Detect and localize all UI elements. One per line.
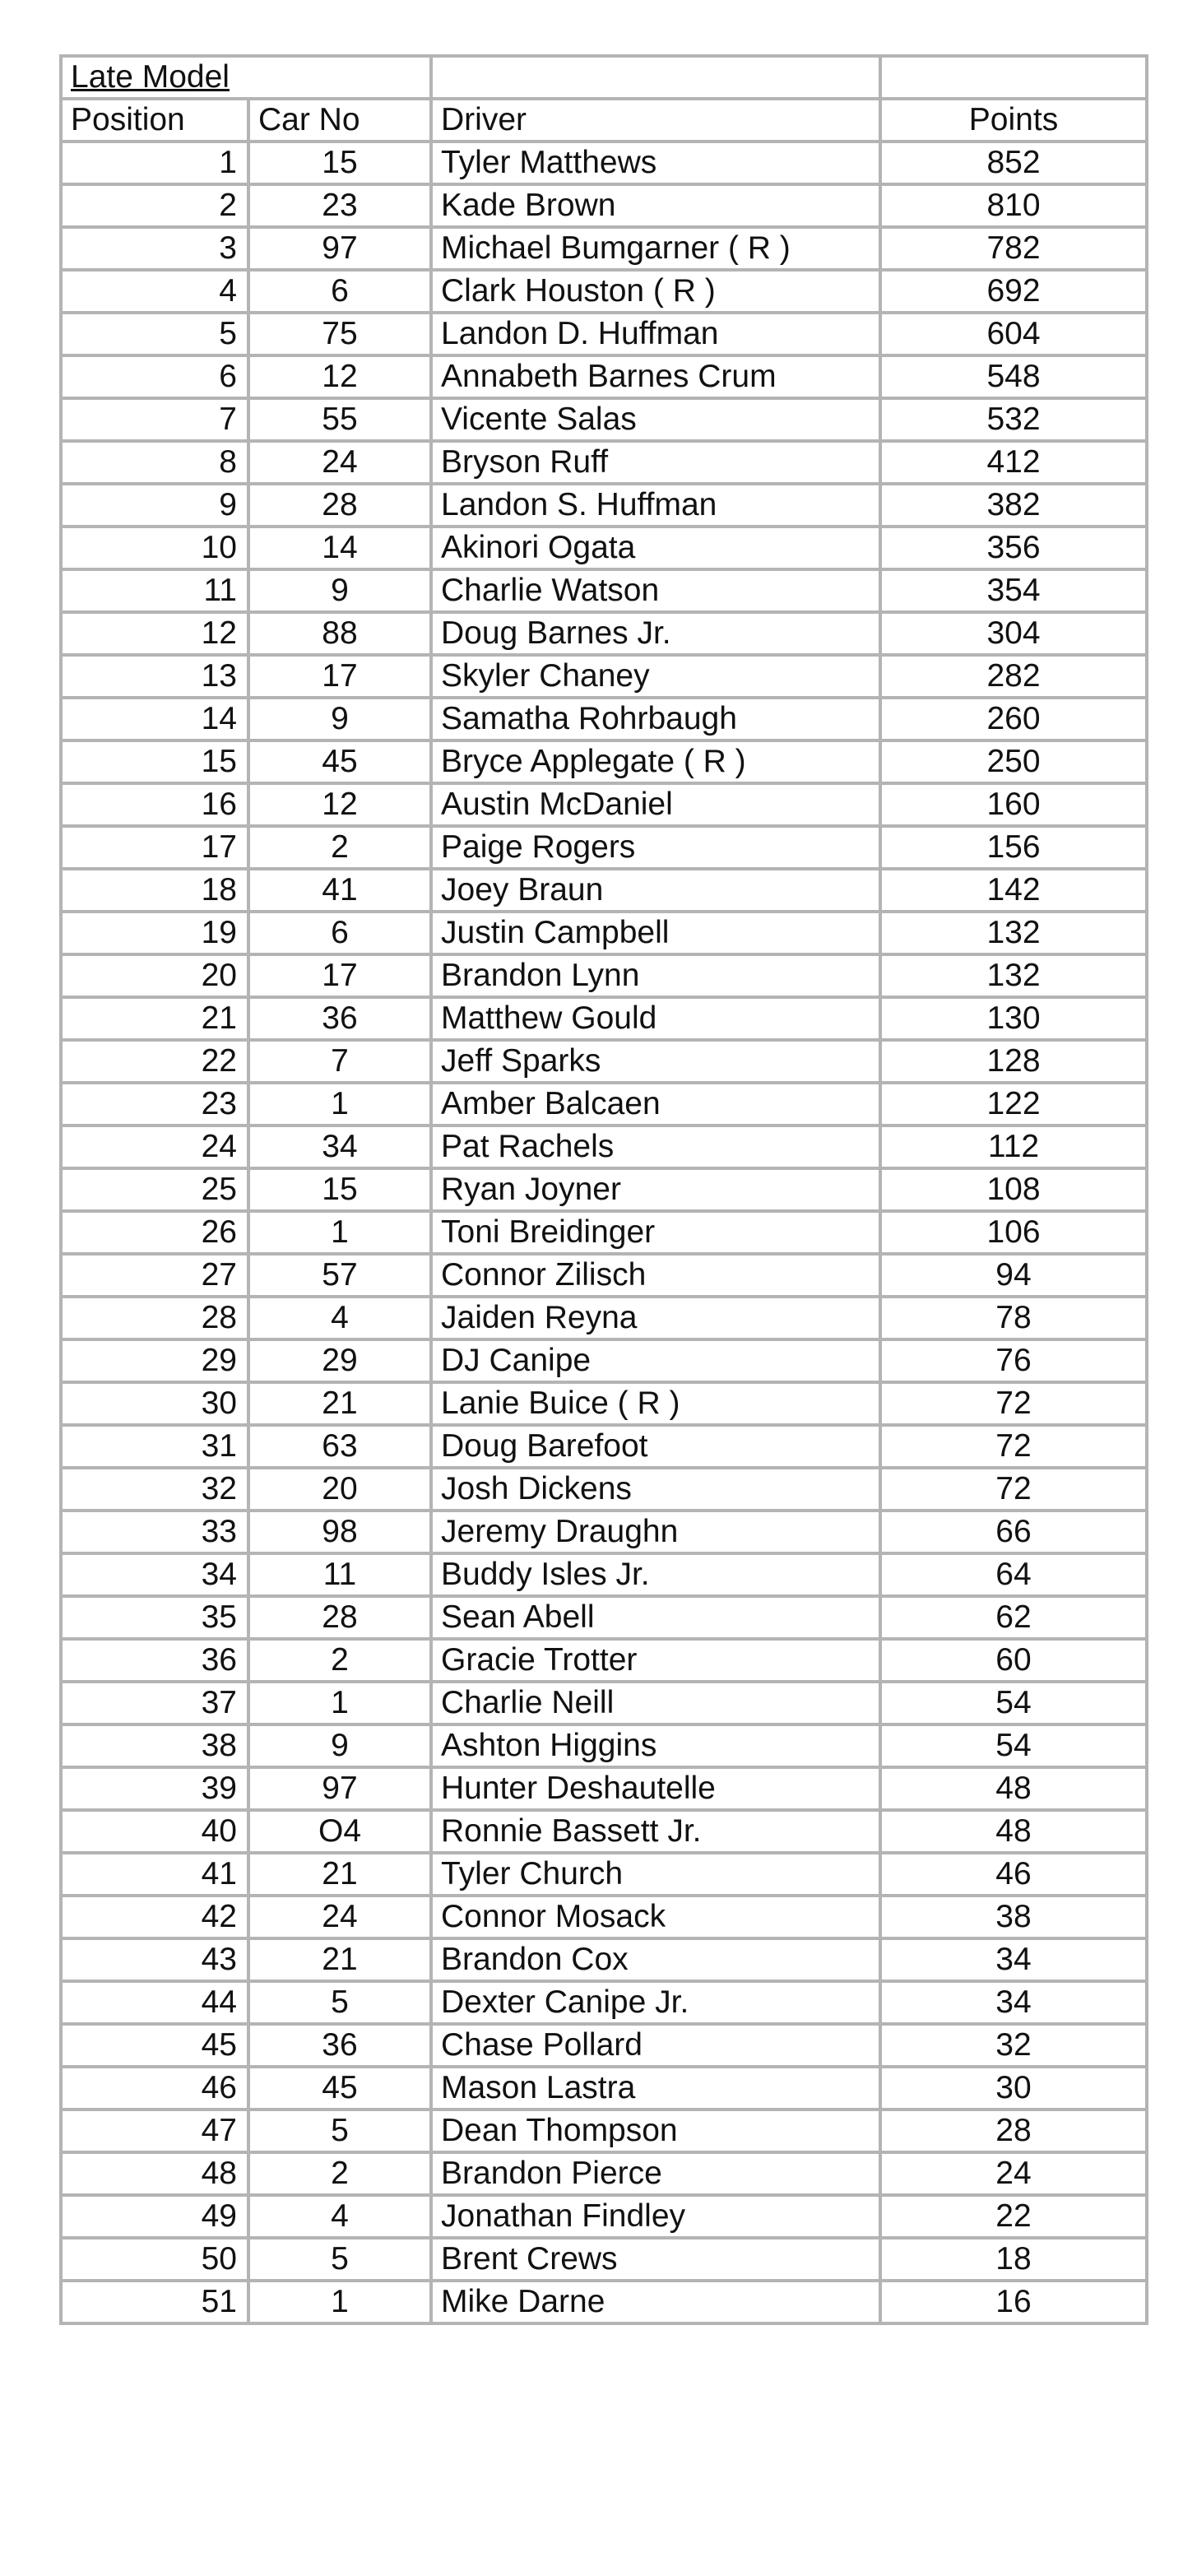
table-row xyxy=(61,569,1147,612)
car-no-cell: 23 xyxy=(248,184,431,227)
points-cell: 250 xyxy=(880,740,1147,783)
driver-cell: Ashton Higgins xyxy=(431,1724,880,1767)
car-no-cell: 1 xyxy=(248,1211,431,1254)
position-cell: 4 xyxy=(61,270,248,313)
table-row xyxy=(61,740,1147,783)
position-cell: 35 xyxy=(61,1596,248,1639)
car-no-cell: 7 xyxy=(248,1040,431,1083)
table-row xyxy=(61,2152,1147,2195)
position-cell: 16 xyxy=(61,783,248,826)
table-row xyxy=(61,313,1147,355)
position-cell: 14 xyxy=(61,698,248,740)
table-row xyxy=(61,783,1147,826)
points-cell: 60 xyxy=(880,1639,1147,1682)
position-cell: 24 xyxy=(61,1126,248,1168)
driver-cell: Clark Houston ( R ) xyxy=(431,270,880,313)
driver-cell: Annabeth Barnes Crum xyxy=(431,355,880,398)
table-row xyxy=(61,1425,1147,1468)
driver-cell: Jonathan Findley xyxy=(431,2195,880,2238)
driver-cell: Charlie Watson xyxy=(431,569,880,612)
car-no-cell: 4 xyxy=(248,2195,431,2238)
car-no-cell: 1 xyxy=(248,2281,431,2323)
car-no-cell: 11 xyxy=(248,1553,431,1596)
points-cell: 24 xyxy=(880,2152,1147,2195)
table-row xyxy=(61,2281,1147,2323)
points-cell: 132 xyxy=(880,912,1147,954)
position-cell: 34 xyxy=(61,1553,248,1596)
position-cell: 26 xyxy=(61,1211,248,1254)
table-row xyxy=(61,698,1147,740)
table-row xyxy=(61,1211,1147,1254)
position-cell: 45 xyxy=(61,2024,248,2067)
driver-cell: Landon D. Huffman xyxy=(431,313,880,355)
position-cell: 25 xyxy=(61,1168,248,1211)
table-row xyxy=(61,2195,1147,2238)
driver-cell: Jeff Sparks xyxy=(431,1040,880,1083)
car-no-cell: 9 xyxy=(248,569,431,612)
car-no-cell: 75 xyxy=(248,313,431,355)
table-row xyxy=(61,527,1147,569)
position-cell: 9 xyxy=(61,484,248,527)
position-cell: 6 xyxy=(61,355,248,398)
points-cell: 48 xyxy=(880,1767,1147,1810)
position-cell: 20 xyxy=(61,954,248,997)
car-no-cell: 20 xyxy=(248,1468,431,1511)
driver-cell: Mike Darne xyxy=(431,2281,880,2323)
points-cell: 62 xyxy=(880,1596,1147,1639)
driver-cell: Sean Abell xyxy=(431,1596,880,1639)
table-row xyxy=(61,997,1147,1040)
table-row xyxy=(61,1682,1147,1724)
car-no-cell: 2 xyxy=(248,2152,431,2195)
table-row xyxy=(61,954,1147,997)
driver-cell: Charlie Neill xyxy=(431,1682,880,1724)
car-no-cell: 21 xyxy=(248,1382,431,1425)
points-cell: 94 xyxy=(880,1254,1147,1297)
driver-cell: Hunter Deshautelle xyxy=(431,1767,880,1810)
table-row xyxy=(61,912,1147,954)
driver-cell: Tyler Church xyxy=(431,1853,880,1896)
table-row xyxy=(61,1596,1147,1639)
position-cell: 15 xyxy=(61,740,248,783)
position-cell: 10 xyxy=(61,527,248,569)
points-cell: 72 xyxy=(880,1382,1147,1425)
points-cell: 108 xyxy=(880,1168,1147,1211)
table-row xyxy=(61,869,1147,912)
car-no-cell: 6 xyxy=(248,912,431,954)
position-cell: 48 xyxy=(61,2152,248,2195)
title-row xyxy=(61,56,1147,99)
car-no-cell: 24 xyxy=(248,1896,431,1938)
table-row xyxy=(61,1254,1147,1297)
table-row xyxy=(61,1981,1147,2024)
table-row xyxy=(61,1468,1147,1511)
points-cell: 34 xyxy=(880,1981,1147,2024)
driver-cell: Vicente Salas xyxy=(431,398,880,441)
position-cell: 8 xyxy=(61,441,248,484)
driver-cell: Doug Barefoot xyxy=(431,1425,880,1468)
position-cell: 37 xyxy=(61,1682,248,1724)
car-no-cell: 41 xyxy=(248,869,431,912)
car-no-cell: 1 xyxy=(248,1682,431,1724)
driver-cell: Michael Bumgarner ( R ) xyxy=(431,227,880,270)
header-points: Points xyxy=(880,99,1147,142)
points-cell: 282 xyxy=(880,655,1147,698)
points-cell: 30 xyxy=(880,2067,1147,2110)
driver-cell: Mason Lastra xyxy=(431,2067,880,2110)
points-cell: 38 xyxy=(880,1896,1147,1938)
driver-cell: Brent Crews xyxy=(431,2238,880,2281)
points-cell: 16 xyxy=(880,2281,1147,2323)
position-cell: 39 xyxy=(61,1767,248,1810)
car-no-cell: 9 xyxy=(248,1724,431,1767)
points-cell: 852 xyxy=(880,142,1147,184)
table-row xyxy=(61,227,1147,270)
driver-cell: Dexter Canipe Jr. xyxy=(431,1981,880,2024)
header-driver: Driver xyxy=(431,99,880,142)
position-cell: 2 xyxy=(61,184,248,227)
position-cell: 13 xyxy=(61,655,248,698)
car-no-cell: 9 xyxy=(248,698,431,740)
driver-cell: Buddy Isles Jr. xyxy=(431,1553,880,1596)
car-no-cell: 34 xyxy=(248,1126,431,1168)
driver-cell: Austin McDaniel xyxy=(431,783,880,826)
position-cell: 21 xyxy=(61,997,248,1040)
driver-cell: Bryce Applegate ( R ) xyxy=(431,740,880,783)
position-cell: 30 xyxy=(61,1382,248,1425)
car-no-cell: 97 xyxy=(248,1767,431,1810)
points-cell: 132 xyxy=(880,954,1147,997)
table-row xyxy=(61,612,1147,655)
position-cell: 12 xyxy=(61,612,248,655)
position-cell: 22 xyxy=(61,1040,248,1083)
points-cell: 382 xyxy=(880,484,1147,527)
position-cell: 42 xyxy=(61,1896,248,1938)
car-no-cell: 12 xyxy=(248,783,431,826)
position-cell: 51 xyxy=(61,2281,248,2323)
table-row xyxy=(61,1938,1147,1981)
points-cell: 122 xyxy=(880,1083,1147,1126)
points-cell: 532 xyxy=(880,398,1147,441)
car-no-cell: 12 xyxy=(248,355,431,398)
car-no-cell: 21 xyxy=(248,1853,431,1896)
car-no-cell: 21 xyxy=(248,1938,431,1981)
driver-cell: Landon S. Huffman xyxy=(431,484,880,527)
header-position: Position xyxy=(61,99,248,142)
position-cell: 50 xyxy=(61,2238,248,2281)
car-no-cell: 15 xyxy=(248,1168,431,1211)
driver-cell: Connor Zilisch xyxy=(431,1254,880,1297)
driver-cell: Ryan Joyner xyxy=(431,1168,880,1211)
car-no-cell: 5 xyxy=(248,2110,431,2152)
table-row xyxy=(61,1853,1147,1896)
position-cell: 44 xyxy=(61,1981,248,2024)
table-row xyxy=(61,1724,1147,1767)
driver-cell: Joey Braun xyxy=(431,869,880,912)
position-cell: 3 xyxy=(61,227,248,270)
points-cell: 28 xyxy=(880,2110,1147,2152)
table-row xyxy=(61,1297,1147,1339)
driver-cell: Brandon Pierce xyxy=(431,2152,880,2195)
points-cell: 54 xyxy=(880,1724,1147,1767)
car-no-cell: 28 xyxy=(248,484,431,527)
position-cell: 11 xyxy=(61,569,248,612)
car-no-cell: 28 xyxy=(248,1596,431,1639)
points-cell: 72 xyxy=(880,1425,1147,1468)
position-cell: 27 xyxy=(61,1254,248,1297)
driver-cell: Pat Rachels xyxy=(431,1126,880,1168)
table-row xyxy=(61,1767,1147,1810)
header-row xyxy=(61,99,1147,142)
car-no-cell: 63 xyxy=(248,1425,431,1468)
table-row xyxy=(61,1168,1147,1211)
standings-body xyxy=(61,142,1147,2323)
points-cell: 412 xyxy=(880,441,1147,484)
car-no-cell: 98 xyxy=(248,1511,431,1553)
car-no-cell: 4 xyxy=(248,1297,431,1339)
table-row xyxy=(61,1382,1147,1425)
table-row xyxy=(61,1511,1147,1553)
points-cell: 46 xyxy=(880,1853,1147,1896)
points-cell: 810 xyxy=(880,184,1147,227)
table-row xyxy=(61,1083,1147,1126)
position-cell: 49 xyxy=(61,2195,248,2238)
table-row xyxy=(61,655,1147,698)
car-no-cell: O4 xyxy=(248,1810,431,1853)
table-row xyxy=(61,484,1147,527)
points-cell: 48 xyxy=(880,1810,1147,1853)
empty-title-cell xyxy=(431,56,880,99)
points-cell: 64 xyxy=(880,1553,1147,1596)
table-row xyxy=(61,142,1147,184)
position-cell: 40 xyxy=(61,1810,248,1853)
points-cell: 78 xyxy=(880,1297,1147,1339)
table-row xyxy=(61,826,1147,869)
driver-cell: Tyler Matthews xyxy=(431,142,880,184)
driver-cell: Chase Pollard xyxy=(431,2024,880,2067)
points-cell: 54 xyxy=(880,1682,1147,1724)
table-row xyxy=(61,270,1147,313)
table-row xyxy=(61,184,1147,227)
car-no-cell: 57 xyxy=(248,1254,431,1297)
table-row xyxy=(61,2110,1147,2152)
driver-cell: Josh Dickens xyxy=(431,1468,880,1511)
car-no-cell: 45 xyxy=(248,740,431,783)
table-row xyxy=(61,1553,1147,1596)
table-title-cell xyxy=(61,56,431,99)
position-cell: 17 xyxy=(61,826,248,869)
driver-cell: Justin Campbell xyxy=(431,912,880,954)
driver-cell: Jeremy Draughn xyxy=(431,1511,880,1553)
points-cell: 356 xyxy=(880,527,1147,569)
position-cell: 38 xyxy=(61,1724,248,1767)
driver-cell: Doug Barnes Jr. xyxy=(431,612,880,655)
car-no-cell: 1 xyxy=(248,1083,431,1126)
position-cell: 7 xyxy=(61,398,248,441)
position-cell: 29 xyxy=(61,1339,248,1382)
points-cell: 106 xyxy=(880,1211,1147,1254)
driver-cell: Brandon Lynn xyxy=(431,954,880,997)
car-no-cell: 17 xyxy=(248,954,431,997)
table-row xyxy=(61,1339,1147,1382)
table-row xyxy=(61,1810,1147,1853)
points-cell: 260 xyxy=(880,698,1147,740)
car-no-cell: 2 xyxy=(248,1639,431,1682)
position-cell: 33 xyxy=(61,1511,248,1553)
points-cell: 18 xyxy=(880,2238,1147,2281)
table-row xyxy=(61,2067,1147,2110)
points-cell: 782 xyxy=(880,227,1147,270)
table-row xyxy=(61,441,1147,484)
driver-cell: Skyler Chaney xyxy=(431,655,880,698)
points-cell: 112 xyxy=(880,1126,1147,1168)
points-cell: 128 xyxy=(880,1040,1147,1083)
table-row xyxy=(61,398,1147,441)
driver-cell: Paige Rogers xyxy=(431,826,880,869)
driver-cell: Samatha Rohrbaugh xyxy=(431,698,880,740)
driver-cell: Connor Mosack xyxy=(431,1896,880,1938)
car-no-cell: 17 xyxy=(248,655,431,698)
points-cell: 142 xyxy=(880,869,1147,912)
table-row xyxy=(61,355,1147,398)
driver-cell: Gracie Trotter xyxy=(431,1639,880,1682)
points-cell: 72 xyxy=(880,1468,1147,1511)
table-row xyxy=(61,1896,1147,1938)
car-no-cell: 97 xyxy=(248,227,431,270)
points-cell: 548 xyxy=(880,355,1147,398)
header-car-no: Car No xyxy=(248,99,431,142)
car-no-cell: 55 xyxy=(248,398,431,441)
points-cell: 692 xyxy=(880,270,1147,313)
driver-cell: Amber Balcaen xyxy=(431,1083,880,1126)
car-no-cell: 36 xyxy=(248,2024,431,2067)
driver-cell: DJ Canipe xyxy=(431,1339,880,1382)
table-title: Late Model xyxy=(71,59,230,95)
position-cell: 31 xyxy=(61,1425,248,1468)
position-cell: 41 xyxy=(61,1853,248,1896)
position-cell: 28 xyxy=(61,1297,248,1339)
points-cell: 76 xyxy=(880,1339,1147,1382)
car-no-cell: 45 xyxy=(248,2067,431,2110)
driver-cell: Ronnie Bassett Jr. xyxy=(431,1810,880,1853)
points-cell: 130 xyxy=(880,997,1147,1040)
points-cell: 604 xyxy=(880,313,1147,355)
points-cell: 160 xyxy=(880,783,1147,826)
car-no-cell: 2 xyxy=(248,826,431,869)
driver-cell: Bryson Ruff xyxy=(431,441,880,484)
table-row xyxy=(61,1040,1147,1083)
empty-title-cell xyxy=(880,56,1147,99)
position-cell: 5 xyxy=(61,313,248,355)
position-cell: 43 xyxy=(61,1938,248,1981)
position-cell: 32 xyxy=(61,1468,248,1511)
driver-cell: Jaiden Reyna xyxy=(431,1297,880,1339)
points-cell: 34 xyxy=(880,1938,1147,1981)
position-cell: 47 xyxy=(61,2110,248,2152)
car-no-cell: 29 xyxy=(248,1339,431,1382)
position-cell: 1 xyxy=(61,142,248,184)
position-cell: 18 xyxy=(61,869,248,912)
table-row xyxy=(61,1126,1147,1168)
driver-cell: Brandon Cox xyxy=(431,1938,880,1981)
car-no-cell: 5 xyxy=(248,1981,431,2024)
table-row xyxy=(61,2024,1147,2067)
position-cell: 23 xyxy=(61,1083,248,1126)
table-row xyxy=(61,2238,1147,2281)
car-no-cell: 36 xyxy=(248,997,431,1040)
table-row xyxy=(61,1639,1147,1682)
driver-cell: Matthew Gould xyxy=(431,997,880,1040)
points-cell: 66 xyxy=(880,1511,1147,1553)
car-no-cell: 5 xyxy=(248,2238,431,2281)
car-no-cell: 6 xyxy=(248,270,431,313)
car-no-cell: 88 xyxy=(248,612,431,655)
position-cell: 46 xyxy=(61,2067,248,2110)
driver-cell: Dean Thompson xyxy=(431,2110,880,2152)
driver-cell: Kade Brown xyxy=(431,184,880,227)
driver-cell: Lanie Buice ( R ) xyxy=(431,1382,880,1425)
car-no-cell: 24 xyxy=(248,441,431,484)
points-cell: 304 xyxy=(880,612,1147,655)
position-cell: 19 xyxy=(61,912,248,954)
points-cell: 22 xyxy=(880,2195,1147,2238)
points-cell: 156 xyxy=(880,826,1147,869)
points-cell: 32 xyxy=(880,2024,1147,2067)
driver-cell: Toni Breidinger xyxy=(431,1211,880,1254)
position-cell: 36 xyxy=(61,1639,248,1682)
car-no-cell: 15 xyxy=(248,142,431,184)
points-cell: 354 xyxy=(880,569,1147,612)
car-no-cell: 14 xyxy=(248,527,431,569)
standings-table xyxy=(59,54,1148,2325)
driver-cell: Akinori Ogata xyxy=(431,527,880,569)
